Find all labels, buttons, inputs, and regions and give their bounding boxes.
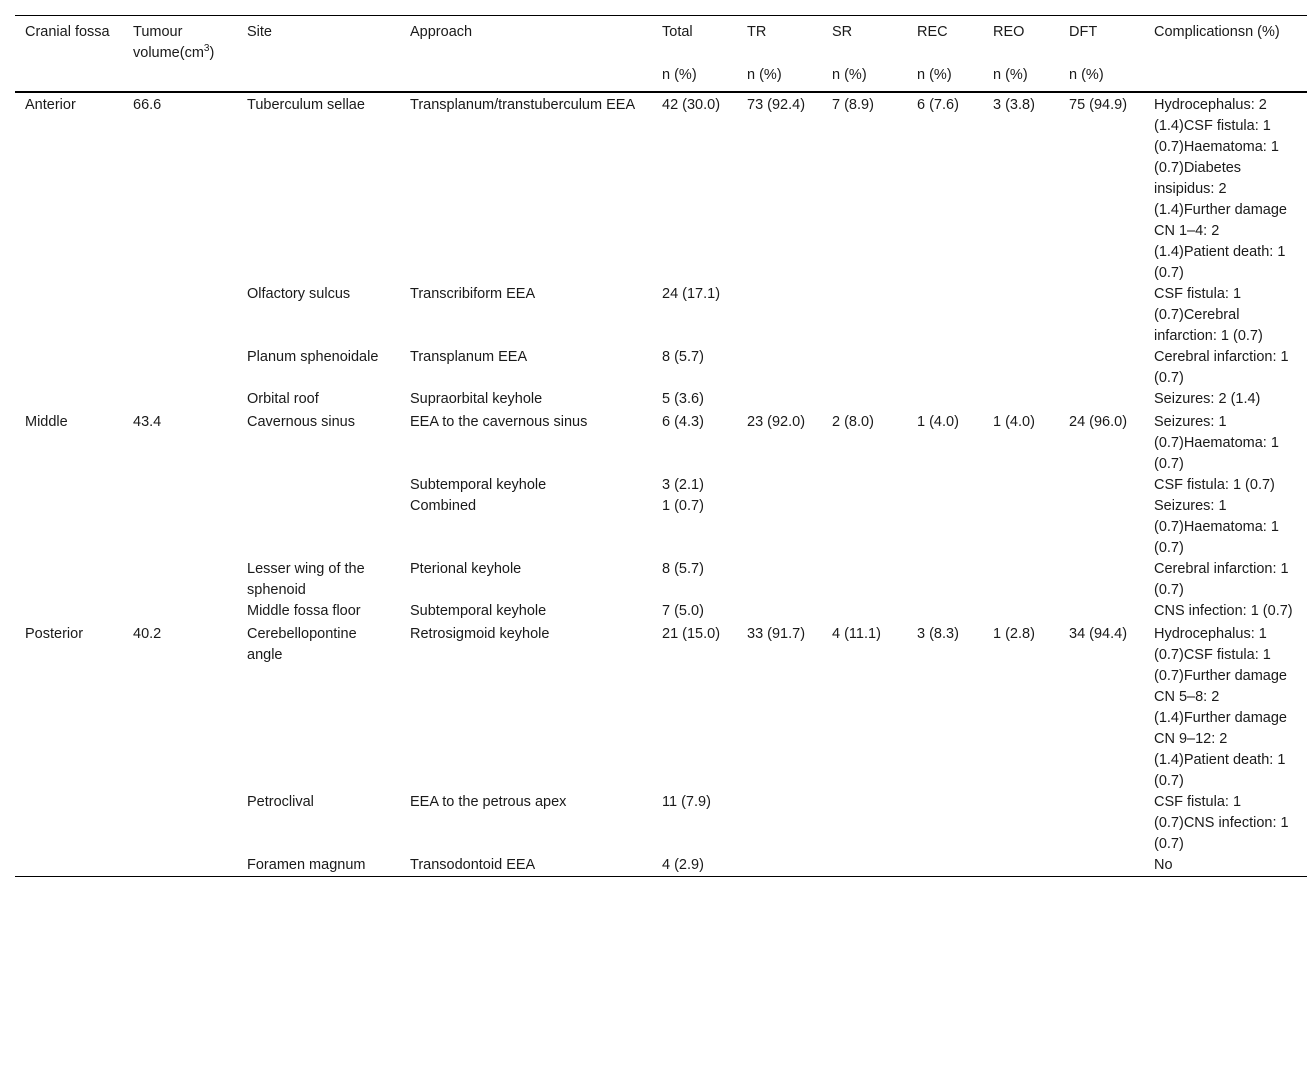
- cell-rec: 6 (7.6): [917, 97, 959, 113]
- cell-complications: CSF fistula: 1 (0.7)CNS infection: 1 (0.7): [1154, 794, 1289, 852]
- cell-tr: 73 (92.4): [747, 97, 806, 113]
- cell-site: Foramen magnum: [237, 855, 400, 877]
- cell-volume: [123, 389, 237, 410]
- cell-reo: 3 (3.8): [993, 97, 1035, 113]
- cell-sr: [822, 496, 907, 559]
- table-row: [15, 389, 1307, 410]
- cell-site: Cavernous sinus: [247, 414, 355, 430]
- table-row: [15, 284, 1307, 347]
- cell-tr: [737, 284, 822, 347]
- table-row: [15, 855, 1307, 877]
- cell-dft: [1059, 347, 1144, 389]
- header-reo: REO: [983, 16, 1059, 65]
- cell-complications: Cerebral infarction: 1 (0.7): [1154, 349, 1289, 386]
- cell-reo: [983, 855, 1059, 877]
- cell-rec: [907, 855, 983, 877]
- cell-complications: Cerebral infarction: 1 (0.7): [1154, 561, 1289, 598]
- cell-rec: [907, 389, 983, 410]
- header-site: Site: [237, 16, 400, 65]
- cell-complications: CNS infection: 1 (0.7): [1154, 603, 1293, 619]
- header-complications: Complicationsn (%): [1144, 16, 1307, 65]
- cell-sr: 7 (8.9): [832, 97, 874, 113]
- cell-rec: [907, 284, 983, 347]
- cell-total: 8 (5.7): [662, 349, 704, 365]
- cell-fossa: Posterior: [25, 626, 84, 642]
- cell-approach: Subtemporal keyhole: [410, 603, 547, 619]
- data-table: [15, 15, 1307, 877]
- table-row: [15, 410, 1307, 475]
- cell-sr: 2 (8.0): [832, 414, 874, 430]
- cell-sr: [822, 347, 907, 389]
- cell-reo: [983, 496, 1059, 559]
- header-sr: SR: [822, 16, 907, 65]
- table-row: [15, 475, 1307, 496]
- cell-reo: 1 (4.0): [993, 414, 1035, 430]
- cell-approach: Transplanum/transtuberculum EEA: [410, 97, 636, 113]
- header-tumour-volume-sup: 3: [203, 43, 210, 55]
- table-row: [15, 559, 1307, 601]
- table-row: [15, 792, 1307, 855]
- cell-site: Planum sphenoidale: [247, 349, 379, 365]
- cell-sr: 4 (11.1): [832, 626, 881, 642]
- table-row: [15, 347, 1307, 389]
- cell-site: Middle fossa floor: [247, 603, 361, 619]
- table-row: [15, 601, 1307, 622]
- cell-sr: [822, 389, 907, 410]
- cell-rec: [907, 475, 983, 496]
- cell-site: Cerebellopontine angle: [247, 626, 357, 663]
- cell-total: 4 (2.9): [652, 855, 737, 877]
- cell-site: [237, 496, 400, 559]
- unit-reo: n (%): [983, 64, 1059, 92]
- cell-volume: 43.4: [133, 414, 162, 430]
- cell-fossa: Middle: [25, 414, 68, 430]
- cell-fossa: [15, 475, 123, 496]
- cell-complications: Hydrocephalus: 1 (0.7)CSF fistula: 1 (0.7)Further damage CN 5–8: 2 (1.4)Further damage CN 9–12: 2 (1.4)Patient death: 1 (0.7): [1154, 626, 1287, 789]
- cell-dft: [1059, 601, 1144, 622]
- table-row: [15, 622, 1307, 792]
- cell-volume: [123, 496, 237, 559]
- unit-sr: n (%): [822, 64, 907, 92]
- cell-tr: [737, 475, 822, 496]
- header-cranial-fossa: Cranial fossa: [15, 16, 123, 65]
- header-tumour-volume: [123, 16, 237, 65]
- cell-complications: Seizures: 2 (1.4): [1154, 391, 1261, 407]
- cell-volume: [123, 284, 237, 347]
- header-approach: Approach: [400, 16, 652, 65]
- cell-reo: [983, 475, 1059, 496]
- cell-reo: [983, 389, 1059, 410]
- cell-dft: 75 (94.9): [1069, 97, 1128, 113]
- cell-fossa: [15, 601, 123, 622]
- cell-fossa: [15, 855, 123, 877]
- cell-volume: [123, 475, 237, 496]
- cell-reo: [983, 284, 1059, 347]
- cell-approach: Transcribiform EEA: [410, 286, 536, 302]
- cell-reo: [983, 347, 1059, 389]
- cell-rec: 3 (8.3): [917, 626, 959, 642]
- cell-sr: [822, 475, 907, 496]
- cell-volume: 66.6: [133, 97, 162, 113]
- cell-volume: [123, 601, 237, 622]
- cell-reo: [983, 601, 1059, 622]
- cell-sr: [822, 559, 907, 601]
- cell-approach: EEA to the cavernous sinus: [410, 414, 588, 430]
- cell-complications: Seizures: 1 (0.7)Haematoma: 1 (0.7): [1154, 498, 1279, 556]
- cell-tr: [737, 792, 822, 855]
- cell-fossa: Anterior: [25, 97, 76, 113]
- cell-total: 21 (15.0): [662, 626, 721, 642]
- cell-site: Petroclival: [247, 794, 314, 810]
- cell-dft: [1059, 284, 1144, 347]
- unit-dft: n (%): [1059, 64, 1144, 92]
- cell-site: Tuberculum sellae: [247, 97, 365, 113]
- cell-complications: CSF fistula: 1 (0.7)Cerebral infarction: 1 (0.7): [1154, 286, 1263, 344]
- cell-fossa: [15, 347, 123, 389]
- cell-sr: [822, 601, 907, 622]
- header-dft: DFT: [1059, 16, 1144, 65]
- cell-reo: [983, 792, 1059, 855]
- cell-complications: Hydrocephalus: 2 (1.4)CSF fistula: 1 (0.7)Haematoma: 1 (0.7)Diabetes insipidus: 2 (1.4)Further damage CN 1–4: 2 (1.4)Patient death: 1 (0.7): [1154, 97, 1287, 281]
- cell-approach: Pterional keyhole: [410, 561, 522, 577]
- header-row: [15, 16, 1307, 65]
- cell-approach: EEA to the petrous apex: [410, 794, 567, 810]
- header-tumour-volume-end: ): [209, 45, 215, 61]
- unit-tr: n (%): [737, 64, 822, 92]
- cell-fossa: [15, 284, 123, 347]
- cell-approach: Supraorbital keyhole: [410, 391, 543, 407]
- header-total: Total: [652, 16, 737, 65]
- cell-sr: [822, 855, 907, 877]
- cell-site: Orbital roof: [247, 391, 319, 407]
- cell-complications: CSF fistula: 1 (0.7): [1154, 477, 1275, 493]
- cell-reo: [983, 559, 1059, 601]
- cell-total: 7 (5.0): [662, 603, 704, 619]
- cell-fossa: [15, 496, 123, 559]
- cell-reo: 1 (2.8): [993, 626, 1035, 642]
- cell-approach: Combined: [410, 498, 477, 514]
- cell-site: [237, 475, 400, 496]
- cell-rec: [907, 792, 983, 855]
- cell-tr: [737, 559, 822, 601]
- cell-volume: [123, 559, 237, 601]
- cell-total: 8 (5.7): [662, 561, 704, 577]
- cell-volume: [123, 792, 237, 855]
- cell-sr: [822, 792, 907, 855]
- cell-dft: [1059, 389, 1144, 410]
- cell-complications: No: [1144, 855, 1307, 877]
- cell-approach: Transodontoid EEA: [400, 855, 652, 877]
- cell-dft: [1059, 792, 1144, 855]
- cell-tr: [737, 855, 822, 877]
- cell-total: 6 (4.3): [662, 414, 704, 430]
- cell-approach: Subtemporal keyhole: [410, 477, 547, 493]
- cell-dft: 34 (94.4): [1069, 626, 1128, 642]
- cell-total: 11 (7.9): [662, 794, 711, 810]
- cell-approach: Retrosigmoid keyhole: [410, 626, 550, 642]
- table-row: [15, 92, 1307, 284]
- cell-tr: 33 (91.7): [747, 626, 806, 642]
- header-unit-row: [15, 64, 1307, 92]
- cell-tr: [737, 601, 822, 622]
- cell-site: Lesser wing of the sphenoid: [247, 561, 365, 598]
- cell-dft: [1059, 475, 1144, 496]
- cell-total: 42 (30.0): [662, 97, 721, 113]
- header-tr: TR: [737, 16, 822, 65]
- cell-rec: [907, 347, 983, 389]
- cell-fossa: [15, 792, 123, 855]
- cell-dft: 24 (96.0): [1069, 414, 1128, 430]
- cell-dft: [1059, 496, 1144, 559]
- cell-rec: [907, 559, 983, 601]
- header-tumour-volume-label: Tumour volume(cm: [133, 24, 204, 61]
- cell-dft: [1059, 559, 1144, 601]
- cell-complications: Seizures: 1 (0.7)Haematoma: 1 (0.7): [1154, 414, 1279, 472]
- cell-sr: [822, 284, 907, 347]
- cell-total: 1 (0.7): [662, 498, 704, 514]
- cell-volume: [123, 347, 237, 389]
- header-rec: REC: [907, 16, 983, 65]
- cell-tr: [737, 496, 822, 559]
- cell-volume: 40.2: [133, 626, 162, 642]
- table-row: [15, 496, 1307, 559]
- cell-volume: [123, 855, 237, 877]
- cell-total: 3 (2.1): [662, 477, 704, 493]
- cell-tr: [737, 347, 822, 389]
- cell-fossa: [15, 389, 123, 410]
- cell-dft: [1059, 855, 1144, 877]
- cell-rec: [907, 496, 983, 559]
- unit-rec: n (%): [907, 64, 983, 92]
- cell-rec: 1 (4.0): [917, 414, 959, 430]
- cell-total: 24 (17.1): [662, 286, 721, 302]
- cell-site: Olfactory sulcus: [247, 286, 351, 302]
- cell-approach: Transplanum EEA: [410, 349, 528, 365]
- unit-total: n (%): [652, 64, 737, 92]
- cell-tr: 23 (92.0): [747, 414, 806, 430]
- cell-rec: [907, 601, 983, 622]
- cell-tr: [737, 389, 822, 410]
- cell-total: 5 (3.6): [662, 391, 704, 407]
- cell-fossa: [15, 559, 123, 601]
